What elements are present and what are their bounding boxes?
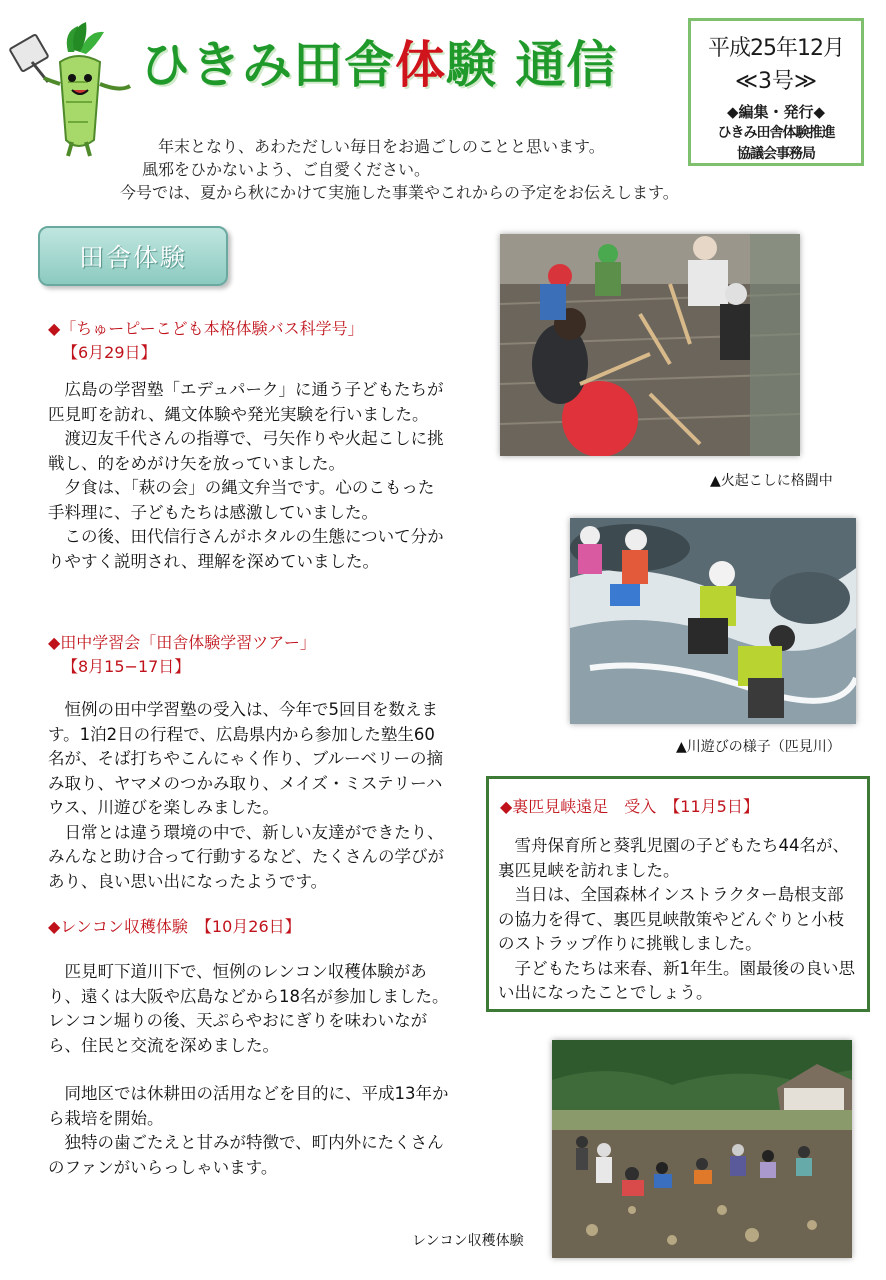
paragraph: 子どもたちは来春、新1年生。園最後の良い思い出になったことでしょう。 [498,958,855,1002]
event-1-body [48,378,450,574]
section-heading-inaka-taiken: 田舎体験 [38,226,228,286]
event-1-title: ◆「ちゅーピーこども本格体験バス科学号」 [48,319,364,338]
event-1-date: 【6月29日】 [62,343,157,362]
issue-date: 平成25年12月 [708,36,844,61]
paragraph: 夕食は、「萩の会」の縄文弁当です。心のこもった手料理に、子どもたちは感激していました。 [48,478,435,522]
event-3-body [48,960,450,1180]
photo-river-play [570,518,856,724]
fan-icon [10,34,49,82]
photo-lotus-root-harvest [552,1040,852,1258]
event-2-date: 【8月15−17日】 [62,657,191,676]
event-2-title: ◆田中学習会「田舎体験学習ツアー」 [48,633,316,652]
wasabi-mascot-illustration [8,22,138,162]
paragraph: 広島の学習塾「エデュパーク」に通う子どもたちが匹見町を訪れ、縄文体験や発光実験を行いました。 [48,380,444,424]
issue-info-box [688,18,864,166]
paragraph: 日常とは違う環境の中で、新しい友達ができたり、みんなと助け合って行動するなど、たくさんの学びがあり、良い思い出になったようです。 [48,822,444,891]
paragraph: 同地区では休耕田の活用などを目的に、平成13年から栽培を開始。 [48,1084,449,1128]
intro-line-2: 風邪をひかないよう、ご自愛ください。 [142,160,431,179]
paragraph: レンコン堀りの後、天ぷらやおにぎりを味わいながら、住民と交流を深めました。 [48,1011,428,1055]
paragraph: 独特の歯ごたえと甘みが特徴で、町内外にたくさんのファンがいらっしゃいます。 [48,1133,444,1177]
newsletter-title: ひきみ田舎体験 通信 [140,36,618,94]
edit-label: ◆編集・発行◆ [726,103,826,121]
paragraph: 渡辺友千代さんの指導で、弓矢作りや火起こしに挑戦し、的をめがけ矢を放っていました。 [48,429,444,473]
paragraph: この後、田代信行さんがホタルの生態について分かりやすく説明され、理解を深めていました。 [48,527,444,571]
publisher-line-2: 協議会事務局 [737,145,815,162]
box-event-title: ◆裏匹見峡遠足 受入 【11月5日】 [500,797,759,816]
photo-fire-starting [500,234,800,456]
paragraph: 恒例の田中学習塾の受入は、今年で5回目を数えます。1泊2日の行程で、広島県内から参加した塾生60名が、そば打ちやこんにゃく作り、ブルーベリーの摘み取り、ヤマメのつかみ取り、メイズ・ミステリーハウス、川遊びを楽しみました。 [48,700,444,817]
intro-line-3: 今号では、夏から秋にかけて実施した事業やこれからの予定をお伝えします。 [120,183,679,202]
paragraph: 当日は、全国森林インストラクター島根支部の協力を得て、裏匹見峡散策やどんぐりと小枝のストラップ作りに挑戦しました。 [498,885,845,953]
photo-1-caption: ▲火起こしに格闘中 [710,473,833,489]
event-2-body [48,698,450,894]
paragraph: 匹見町下道川下で、恒例のレンコン収穫体験があり、遠くは大阪や広島などから18名が参加しました。 [48,962,449,1006]
publisher-line-1: ひきみ田舎体験推進 [717,125,835,141]
intro-line-1: 年末となり、あわただしい毎日をお過ごしのことと思います。 [158,137,605,156]
paragraph: 雪舟保育所と葵乳児園の子どもたち44名が、裏匹見峡を訪れました。 [498,836,849,880]
box-event-body [498,834,858,1006]
issue-number: ≪3号≫ [734,69,818,94]
event-3-title: ◆レンコン収穫体験 【10月26日】 [48,917,301,936]
photo-2-caption: ▲川遊びの様子（匹見川） [676,739,841,755]
photo-3-caption: レンコン収穫体験 [412,1233,524,1249]
